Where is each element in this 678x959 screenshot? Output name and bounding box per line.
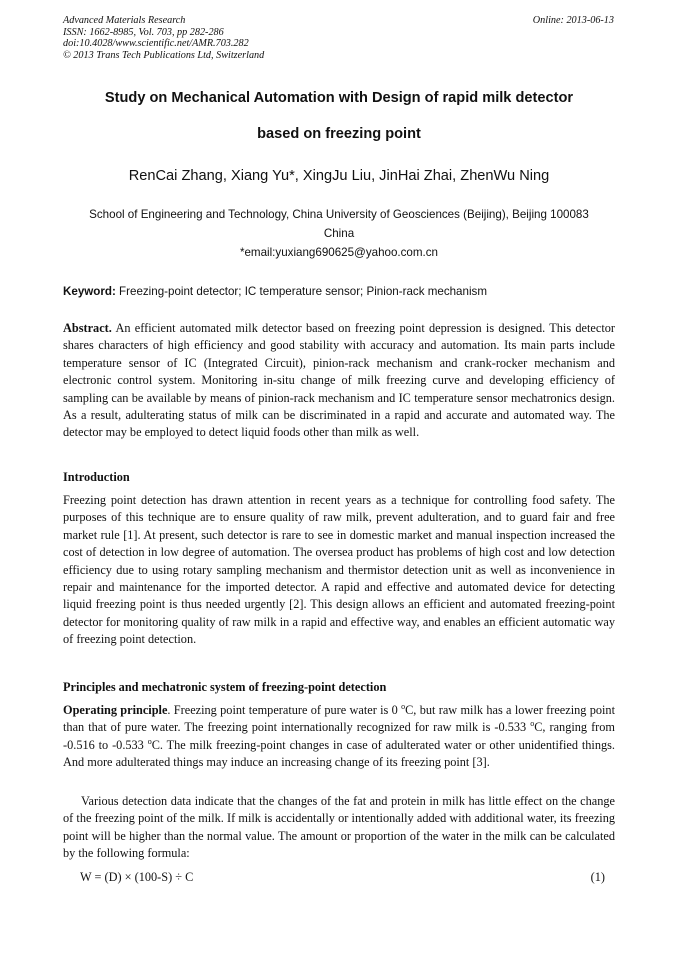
online-date: Online: 2013-06-13 bbox=[532, 15, 614, 26]
introduction-heading: Introduction bbox=[63, 470, 130, 484]
formula: W = (D) × (100-S) ÷ C bbox=[80, 870, 194, 884]
operating-principle-paragraph bbox=[63, 702, 615, 772]
abstract-text: An efficient automated milk detector based on freezing point depression is designed. This detector shares characters of high efficiency and good stability with accuracy and automation. Its main parts include temperature sensor of IC (Integrated Circuit), pinion-rack mechanism and crank-rocker mechanism and electronic control system. Monitoring in-situ change of milk freezing curve and developing efficiency of sampling can be available by means of pinion-rack mechanism and IC temperature sensor mechatronics design. As a result, adulterating status of milk can be discriminated in a rapid and accurate and automated way. The detector may be employed to detect liquid foods other than milk as well. bbox=[63, 321, 615, 440]
keywords bbox=[63, 285, 615, 298]
abstract bbox=[63, 320, 615, 442]
author-email: *email:yuxiang690625@yahoo.com.cn bbox=[239, 246, 439, 259]
introduction-paragraph: Freezing point detection has drawn attention in recent years as a technique for controlling food safety. The purposes of this technique are to ensure quality of raw milk, prevent adulteration, and to guard fair and free market rule [1]. At present, such detector is rare to see in domestic market and manual inspection increased the cost of detection in low degree of automation. The oversea product has problems of high cost and low detection efficiency due to using rotary sampling mechanism and thermistor detection unit as well as inconvenience in repair and maintenance for the imported detector. A rapid and effective and automated device for detecting liquid freezing point is thus needed urgently [2]. This design allows an efficient and automated freezing-point detector for monitoring quality of raw milk in a rapid and effective way, and enables an efficient automatic way of freezing point detection. bbox=[63, 493, 615, 647]
authors: RenCai Zhang, Xiang Yu*, XingJu Liu, JinHai Zhai, ZhenWu Ning bbox=[128, 168, 550, 184]
journal-name: Advanced Materials Research bbox=[63, 15, 186, 26]
paper-title-line-2: based on freezing point bbox=[257, 126, 421, 142]
doi: doi:10.4028/www.scientific.net/AMR.703.282 bbox=[63, 38, 249, 49]
principles-heading: Principles and mechatronic system of freezing-point detection bbox=[63, 680, 387, 694]
keyword-text: Freezing-point detector; IC temperature sensor; Pinion-rack mechanism bbox=[115, 285, 487, 298]
degree-sup-2: o bbox=[530, 719, 535, 729]
keyword-label: Keyword: bbox=[63, 285, 116, 298]
op-text-1: . Freezing point temperature of pure water is 0 bbox=[167, 703, 402, 717]
affiliation bbox=[55, 205, 623, 243]
paper-title-line-1: Study on Mechanical Automation with Design of rapid milk detector bbox=[104, 90, 574, 106]
detection-data-paragraph: Various detection data indicate that the changes of the fat and protein in milk has little effect on the change of the freezing point of the milk. If milk is accidentally or intentionally added with additional water, its freezing point will be higher than the normal value. The amount or proportion of the water in the milk can be calculated by the following formula: bbox=[63, 794, 615, 861]
copyright: © 2013 Trans Tech Publications Ltd, Switzerland bbox=[63, 49, 265, 61]
operating-principle-label: Operating principle bbox=[63, 703, 168, 717]
op-text-2: C, but raw milk has a lower freezing point than that of pure water. The freezing point internationally recognized for raw milk is -0.533 bbox=[63, 703, 615, 735]
degree-sup-1: o bbox=[401, 701, 406, 711]
op-text-3: C, ranging from -0.516 to -0.533 bbox=[63, 720, 615, 752]
journal-header bbox=[63, 15, 264, 61]
formula-number: (1) bbox=[590, 870, 605, 884]
degree-sup-3: o bbox=[147, 736, 152, 746]
op-text-4: C. The milk freezing-point changes in case of adulterated water or other unidentified things. And more adulterated things may induce an increasing change of its freezing point [3]. bbox=[63, 737, 615, 770]
affiliation-line-2: China bbox=[323, 227, 355, 240]
affiliation-line-1: School of Engineering and Technology, China University of Geosciences (Beijing), Beijing 100083 bbox=[89, 208, 589, 221]
abstract-label: Abstract. bbox=[63, 321, 112, 335]
issn: ISSN: 1662-8985, Vol. 703, pp 282-286 bbox=[63, 26, 224, 38]
